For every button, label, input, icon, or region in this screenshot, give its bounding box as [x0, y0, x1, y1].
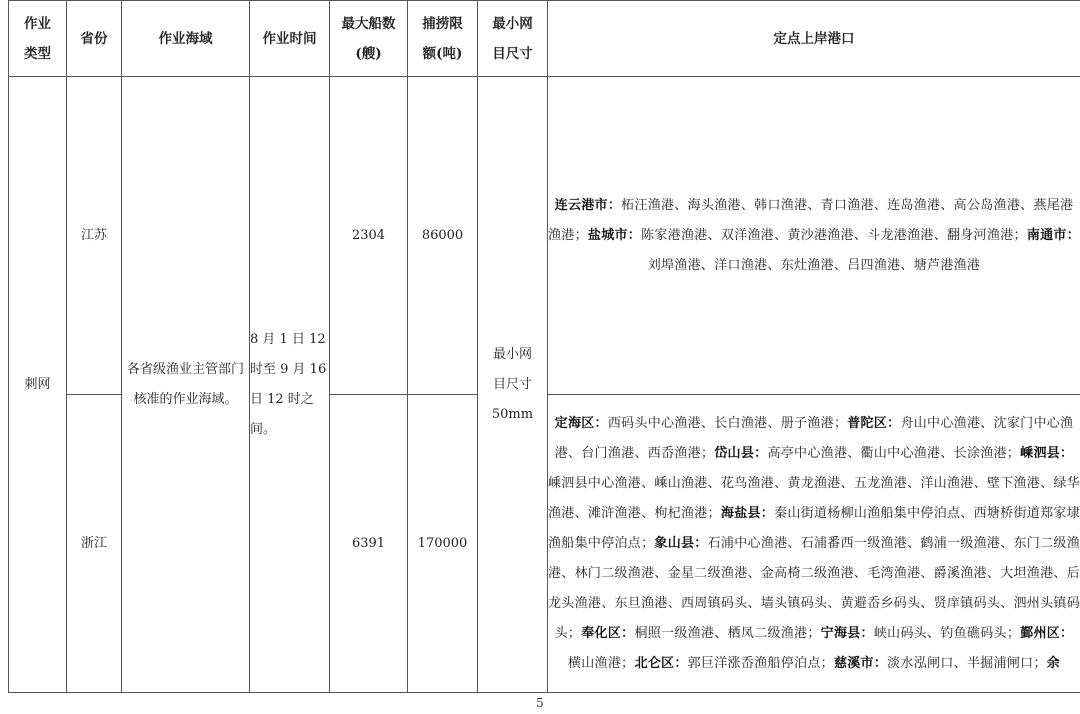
- port-list: 柘汪渔港、海头渔港、韩口渔港、青口渔港、连岛渔港、高公岛渔港、燕尾港渔港；: [548, 197, 1074, 243]
- port-list: 高亭中心渔港、衢山中心渔港、长涂渔港；: [767, 445, 1021, 461]
- port-city: 南通市：: [1026, 227, 1080, 243]
- port-city: 鄞州区：: [1020, 625, 1074, 641]
- cell-max-boats-zhejiang: 6391: [330, 395, 408, 693]
- port-city: 盐城市：: [587, 227, 642, 243]
- table-row-jiangsu: [9, 77, 1080, 395]
- header-row: [9, 1, 1080, 77]
- port-city: 普陀区：: [847, 415, 901, 431]
- port-city: 海盐县：: [720, 505, 775, 521]
- port-list: 横山渔港；: [567, 655, 635, 671]
- port-city: 定海区：: [554, 415, 608, 431]
- cell-time: 8 月 1 日 12 时至 9 月 16 日 12 时之间。: [250, 77, 330, 693]
- port-city: 余: [1046, 655, 1061, 671]
- header-time: 作业时间: [250, 1, 330, 77]
- cell-ports-jiangsu: [548, 77, 1080, 395]
- port-list: 峡山码头、钓鱼礁码头；: [873, 625, 1021, 641]
- cell-type: 刺网: [9, 77, 67, 693]
- port-list: 桐照一级渔港、栖凤二级渔港；: [634, 625, 821, 641]
- cell-max-boats-jiangsu: 2304: [330, 77, 408, 395]
- port-list: 淡水泓闸口、半掘浦闸口；: [887, 655, 1047, 671]
- port-list: 秦山街道杨柳山渔船集中停泊点、西塘桥街道郑家埭渔船集中停泊点；: [548, 505, 1080, 551]
- header-province: 省份: [67, 1, 122, 77]
- cell-ports-zhejiang: [548, 395, 1080, 693]
- header-mesh: 最小网 目尺寸: [478, 1, 548, 77]
- header-ports: 定点上岸港口: [548, 1, 1080, 77]
- header-quota: 捕捞限 额(吨): [408, 1, 478, 77]
- port-list: 石浦中心渔港、石浦番西一级渔港、鹤浦一级渔港、东门二级渔港、林门二级渔港、金星二级渔港、金高椅二级渔港、毛湾渔港、爵溪渔港、大坦渔港、后龙头渔港、东旦渔港、西周镇码头、墙头镇码头、黄避岙乡码头、贤庠镇码头、泗州头镇码头；: [548, 535, 1080, 641]
- header-area: 作业海域: [122, 1, 250, 77]
- port-list: 舟山中心渔港、沈家门中心渔港、台门渔港、西岙渔港；: [554, 415, 1074, 461]
- port-list: 郭巨洋涨岙渔船停泊点；: [687, 655, 834, 671]
- port-list: 陈家港渔港、双洋渔港、黄沙港渔港、斗龙港渔港、翻身河渔港；: [641, 227, 1027, 243]
- cell-province-zhejiang: 浙江: [67, 395, 122, 693]
- port-city: 嵊泗县：: [1020, 445, 1074, 461]
- port-list: 刘埠渔港、洋口渔港、东灶渔港、吕四渔港、塘芦港渔港: [647, 257, 981, 273]
- port-city: 象山县：: [654, 535, 708, 551]
- mesh-label-1: 最小网: [492, 346, 532, 362]
- mesh-value: 50mm: [491, 406, 534, 422]
- fishing-regulation-table: [8, 0, 1080, 693]
- cell-quota-jiangsu: 86000: [408, 77, 478, 395]
- port-city: 连云港市：: [554, 197, 622, 213]
- mesh-label-2: 目尺寸: [492, 376, 532, 392]
- header-type: 作业 类型: [9, 1, 67, 77]
- cell-area: 各省级渔业主管部门核准的作业海域。: [122, 77, 250, 693]
- port-city: 奉化区：: [581, 625, 635, 641]
- cell-province-jiangsu: 江苏: [67, 77, 122, 395]
- port-city: 宁海县：: [820, 625, 874, 641]
- port-city: 北仑区：: [634, 655, 688, 671]
- page-number: 5: [536, 696, 544, 710]
- port-city: 慈溪市：: [833, 655, 888, 671]
- port-list: 嵊泗县中心渔港、嵊山渔港、花鸟渔港、黄龙渔港、五龙渔港、洋山渔港、壁下渔港、绿华渔港、滩浒渔港、枸杞渔港；: [548, 475, 1080, 521]
- port-list: 西码头中心渔港、长白渔港、册子渔港；: [607, 415, 848, 431]
- header-max-boats: 最大船数 (艘): [330, 1, 408, 77]
- cell-quota-zhejiang: 170000: [408, 395, 478, 693]
- port-city: 岱山县：: [714, 445, 768, 461]
- cell-mesh: [478, 77, 548, 693]
